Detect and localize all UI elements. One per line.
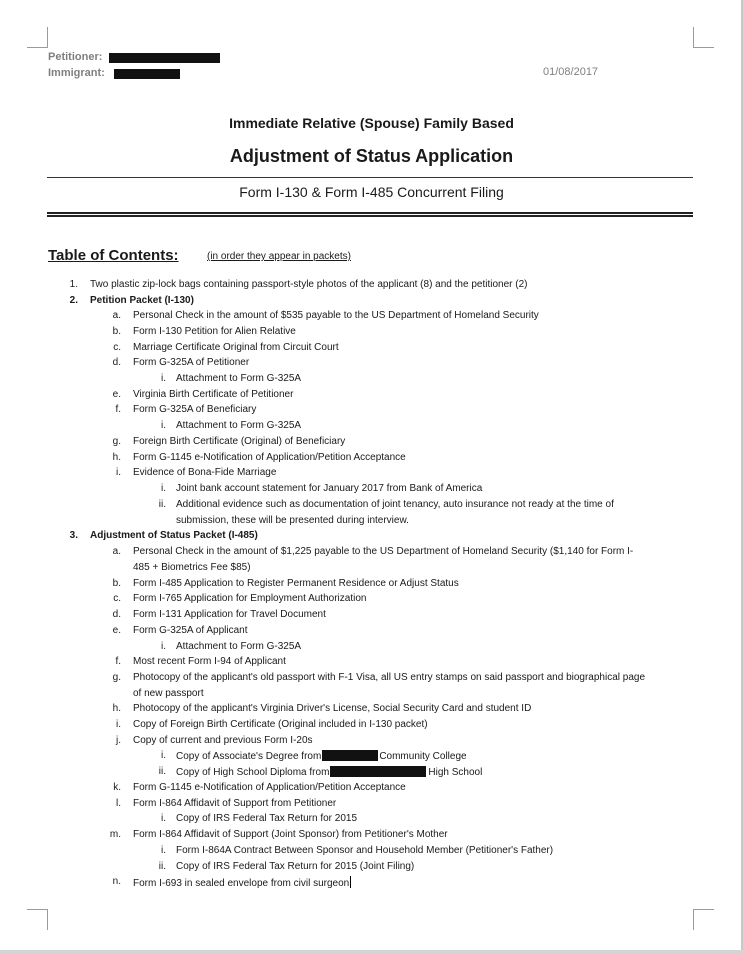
list-item-text: Most recent Form I-94 of Applicant	[133, 656, 286, 667]
list-item	[133, 389, 293, 401]
list-marker: h.	[112, 703, 121, 714]
list-item-text: Adjustment of Status Packet (I-485)	[90, 530, 258, 541]
list-marker: k.	[113, 782, 121, 793]
list-marker: ii.	[158, 499, 166, 510]
list-marker: ii.	[158, 766, 166, 777]
list-item	[133, 342, 339, 354]
list-item-text: Form I-131 Application for Travel Document	[133, 609, 326, 620]
list-item-text: Form I-864 Affidavit of Support from Petitioner	[133, 798, 337, 809]
list-item-text: Copy of Foreign Birth Certificate (Original included in I-130 packet)	[133, 719, 428, 730]
list-marker: i.	[161, 483, 166, 494]
list-item	[133, 782, 406, 794]
list-item-text: submission, these will be presented during interview.	[176, 515, 409, 526]
list-item-text: Form G-325A of Applicant	[133, 625, 248, 636]
list-marker: f.	[115, 404, 121, 415]
list-marker: i.	[161, 845, 166, 856]
list-item	[176, 766, 482, 779]
list-item-text: Form I-864 Affidavit of Support (Joint Sponsor) from Petitioner's Mother	[133, 829, 448, 840]
list-marker: c.	[113, 593, 121, 604]
double-rule-top	[47, 212, 693, 214]
list-item-text: Form G-325A of Petitioner	[133, 357, 250, 368]
list-item	[133, 735, 313, 747]
list-item	[133, 562, 251, 574]
list-marker: b.	[112, 578, 121, 589]
list-item	[176, 483, 482, 495]
list-item	[176, 499, 614, 511]
list-item-text: Photocopy of the applicant's Virginia Driver's License, Social Security Card and student ID	[133, 703, 532, 714]
list-item-text: Virginia Birth Certificate of Petitioner	[133, 389, 294, 400]
list-item	[133, 688, 204, 700]
list-marker: a.	[112, 546, 121, 557]
toc-note: (in order they appear in packets)	[207, 251, 351, 262]
crop-mark-top-left	[27, 27, 48, 48]
list-item	[90, 295, 194, 307]
list-item	[133, 609, 326, 621]
list-marker: b.	[112, 326, 121, 337]
list-item	[176, 373, 301, 385]
list-item-text: Additional evidence such as documentation of joint tenancy, auto insurance not ready at the time of	[176, 499, 614, 510]
list-item	[176, 641, 301, 653]
list-marker: l.	[116, 798, 121, 809]
document-date: 01/08/2017	[543, 66, 599, 78]
list-item	[176, 515, 409, 527]
list-item-text: Copy of IRS Federal Tax Return for 2015 (Joint Filing)	[176, 861, 415, 872]
list-item	[90, 530, 258, 542]
list-marker: g.	[112, 436, 121, 447]
list-item	[133, 326, 296, 338]
list-item	[176, 813, 357, 825]
list-item	[133, 829, 448, 841]
crop-mark-bottom-right	[693, 909, 714, 930]
list-item-text: Copy of Associate's Degree from	[176, 751, 322, 762]
page-edge-bottom	[0, 950, 743, 954]
list-item-text: Personal Check in the amount of $1,225 payable to the US Department of Homeland Security ($1,140 for Form I-	[133, 546, 634, 557]
list-marker: 1.	[69, 279, 78, 290]
list-item-text: Attachment to Form G-325A	[176, 420, 302, 431]
list-marker: e.	[112, 625, 121, 636]
list-marker: g.	[112, 672, 121, 683]
list-item-text: Form G-325A of Beneficiary	[133, 404, 257, 415]
list-item-text: Form I-485 Application to Register Permanent Residence or Adjust Status	[133, 578, 459, 589]
list-item	[133, 452, 406, 464]
list-item-text: Form I-693 in sealed envelope from civil surgeon	[133, 878, 350, 889]
list-item	[133, 357, 249, 369]
list-item-text: Foreign Birth Certificate (Original) of Beneficiary	[133, 436, 346, 447]
list-item	[133, 798, 336, 810]
list-item-text: Form I-765 Application for Employment Authorization	[133, 593, 367, 604]
title-line-1: Immediate Relative (Spouse) Family Based	[229, 115, 514, 131]
list-marker: i.	[161, 420, 166, 431]
list-item-text-suffix: Community College	[379, 751, 467, 762]
list-marker: h.	[112, 452, 121, 463]
list-marker: ii.	[158, 861, 166, 872]
list-item-text: Copy of current and previous Form I-20s	[133, 735, 313, 746]
crop-mark-top-right	[693, 27, 714, 48]
school-name-redaction	[322, 750, 378, 761]
list-marker: f.	[115, 656, 121, 667]
list-marker: i.	[161, 641, 166, 652]
list-marker: i.	[161, 750, 166, 761]
petitioner-label: Petitioner:	[48, 51, 103, 63]
list-item	[176, 420, 301, 432]
list-item-text: Marriage Certificate Original from Circuit Court	[133, 342, 339, 353]
crop-mark-bottom-left	[27, 909, 48, 930]
list-marker: j.	[116, 735, 121, 746]
list-item	[133, 672, 645, 684]
list-marker: 3.	[69, 530, 78, 541]
list-marker: d.	[112, 609, 121, 620]
list-item-text: Evidence of Bona-Fide Marriage	[133, 467, 277, 478]
school-name-redaction	[330, 766, 426, 777]
list-item-text: Joint bank account statement for January 2017 from Bank of America	[176, 483, 483, 494]
list-item-text: Form I-130 Petition for Alien Relative	[133, 326, 296, 337]
immigrant-name-redaction	[114, 69, 180, 79]
list-item-text: Form I-864A Contract Between Sponsor and Household Member (Petitioner's Father)	[176, 845, 554, 856]
list-item	[133, 625, 248, 637]
list-marker: c.	[113, 342, 121, 353]
list-item-text: 485 + Biometrics Fee $85)	[133, 562, 251, 573]
title-divider	[47, 177, 693, 178]
list-marker: i.	[116, 719, 121, 730]
list-item	[133, 876, 351, 890]
list-item-text: of new passport	[133, 688, 204, 699]
toc-heading: Table of Contents:	[48, 247, 179, 264]
immigrant-label: Immigrant:	[48, 67, 105, 79]
list-item-text: Personal Check in the amount of $535 payable to the US Department of Homeland Security	[133, 310, 539, 321]
list-item-text: Copy of IRS Federal Tax Return for 2015	[176, 813, 358, 824]
list-item	[133, 593, 366, 605]
text-cursor	[350, 876, 351, 888]
list-item	[176, 845, 553, 857]
list-item-text: Two plastic zip-lock bags containing passport-style photos of the applicant (8) and the petitioner (2)	[90, 279, 528, 290]
double-rule-bottom	[47, 215, 693, 217]
list-item-text: Copy of High School Diploma from	[176, 767, 330, 778]
list-item	[133, 703, 531, 715]
list-marker: 2.	[69, 295, 78, 306]
list-item	[90, 279, 527, 291]
list-item	[133, 578, 459, 590]
list-item	[176, 750, 467, 763]
list-item-text: Form G-1145 e-Notification of Application/Petition Acceptance	[133, 452, 406, 463]
title-line-2: Adjustment of Status Application	[229, 146, 514, 166]
petitioner-name-redaction	[109, 53, 220, 63]
list-marker: i.	[116, 467, 121, 478]
list-item	[176, 861, 414, 873]
list-marker: n.	[112, 876, 121, 887]
list-item-text: Petition Packet (I-130)	[90, 295, 194, 306]
list-marker: d.	[112, 357, 121, 368]
list-item	[133, 467, 276, 479]
list-item	[133, 436, 345, 448]
list-item-text: Photocopy of the applicant's old passport with F-1 Visa, all US entry stamps on said passport and biographical page	[133, 672, 646, 683]
list-item	[133, 656, 286, 668]
list-item	[133, 719, 428, 731]
list-item	[133, 546, 633, 558]
list-marker: a.	[112, 310, 121, 321]
list-item	[133, 404, 256, 416]
list-item-text: Attachment to Form G-325A	[176, 373, 302, 384]
list-marker: e.	[112, 389, 121, 400]
list-marker: m.	[109, 829, 121, 840]
list-marker: i.	[161, 813, 166, 824]
list-item-text: Attachment to Form G-325A	[176, 641, 302, 652]
list-item-text: Form G-1145 e-Notification of Application/Petition Acceptance	[133, 782, 406, 793]
list-item	[133, 310, 539, 322]
list-marker: i.	[161, 373, 166, 384]
title-line-3: Form I-130 & Form I-485 Concurrent Filing	[239, 184, 504, 200]
list-item-text-suffix: High School	[428, 767, 483, 778]
